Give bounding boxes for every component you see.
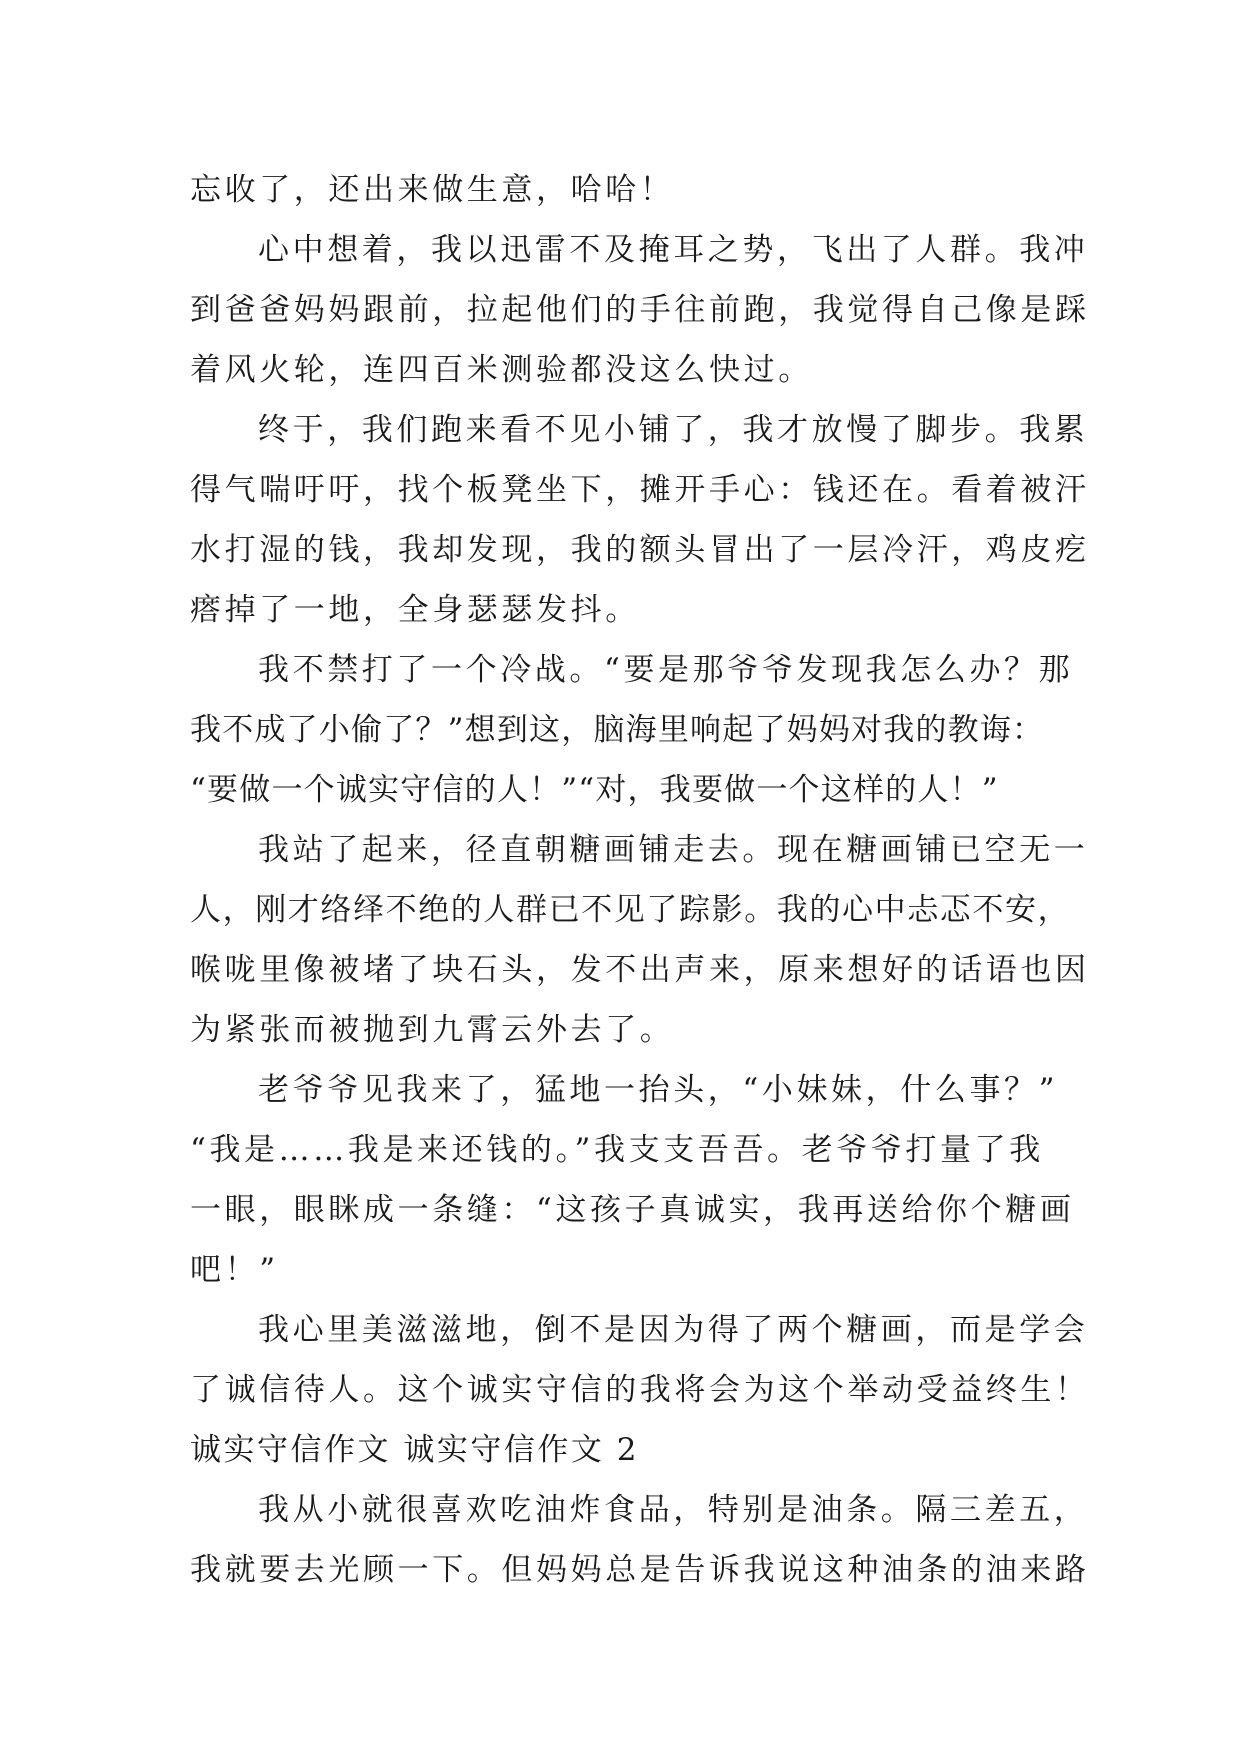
text-line: “要做一个诚实守信的人！”“对，我要做一个这样的人！” <box>190 772 999 808</box>
text-line: 着风火轮，连四百米测验都没这么快过。 <box>190 352 813 388</box>
paragraph <box>190 640 1074 820</box>
text-line: 我从小就很喜欢吃油炸食品，特别是油条。隔三差五， <box>258 1492 1089 1528</box>
paragraph <box>190 1300 1090 1420</box>
text-line: 我心里美滋滋地，倒不是因为得了两个糖画，而是学会 <box>258 1312 1089 1348</box>
section-heading <box>190 1420 1052 1480</box>
text-line: 喉咙里像被堵了块石头，发不出声来，原来想好的话语也因 <box>190 952 1090 988</box>
text-line: 心中想着，我以迅雷不及掩耳之势，飞出了人群。我冲 <box>258 232 1089 268</box>
text-line: 到爸爸妈妈跟前，拉起他们的手往前跑，我觉得自己像是踩 <box>190 292 1090 328</box>
text-line: 老爷爷见我来了，猛地一抬头，“小妹妹，什么事？” <box>258 1072 1059 1108</box>
document-page <box>190 160 1090 1600</box>
paragraph <box>190 1480 1090 1600</box>
paragraph <box>190 220 1090 400</box>
text-line: 瘩掉了一地，全身瑟瑟发抖。 <box>190 592 640 628</box>
text-line: 一眼，眼眯成一条缝：“这孩子真诚实，我再送给你个糖画 <box>190 1192 1075 1228</box>
heading-text: 诚实守信作文 诚实守信作文 2 <box>190 1432 639 1468</box>
text-line: 我不成了小偷了？”想到这，脑海里响起了妈妈对我的教诲： <box>190 712 1045 748</box>
text-line: 忘收了，还出来做生意，哈哈！ <box>190 172 675 208</box>
text-line: 得气喘吁吁，找个板凳坐下，摊开手心：钱还在。看着被汗 <box>190 472 1090 508</box>
paragraph <box>190 400 1090 640</box>
text-line: 我站了起来，径直朝糖画铺走去。现在糖画铺已空无一 <box>258 832 1089 868</box>
paragraph-continuation <box>190 160 1052 220</box>
text-line: 吧！” <box>190 1252 279 1288</box>
text-line: 了诚信待人。这个诚实守信的我将会为这个举动受益终生！ <box>190 1372 1090 1408</box>
paragraph <box>190 1060 1075 1300</box>
text-line: 人，刚才络绎不绝的人群已不见了踪影。我的心中忐忑不安， <box>190 892 1071 928</box>
text-line: 我不禁打了一个冷战。“要是那爷爷发现我怎么办？那 <box>258 652 1074 688</box>
paragraph <box>190 820 1090 1060</box>
text-line: 水打湿的钱，我却发现，我的额头冒出了一层冷汗，鸡皮疙 <box>190 532 1090 568</box>
text-line: 终于，我们跑来看不见小铺了，我才放慢了脚步。我累 <box>258 412 1089 448</box>
text-line: 我就要去光顾一下。但妈妈总是告诉我说这种油条的油来路 <box>190 1552 1090 1588</box>
text-line: 为紧张而被抛到九霄云外去了。 <box>190 1012 675 1048</box>
text-line: “我是……我是来还钱的。”我支支吾吾。老爷爷打量了我 <box>190 1132 1044 1168</box>
